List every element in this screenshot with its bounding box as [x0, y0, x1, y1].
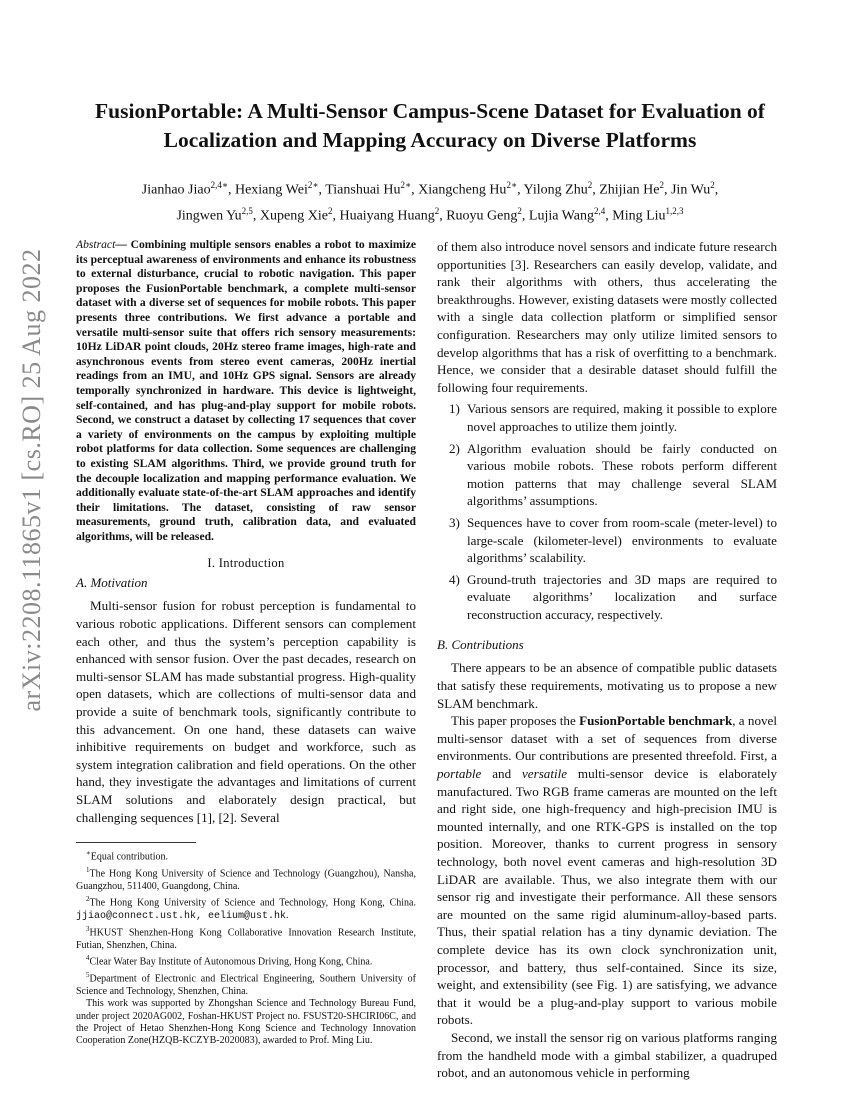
- motivation-paragraph: Multi-sensor fusion for robust perception is fundamental to various robotic applications. Different sensors can complement each other, and thus the system’s perception capability is enhanced with sensor fusion. Over the past decades, research on multi-sensor SLAM has made substantial progress. High-quality open datasets, which are collections of multi-sensor data and provide a suite of benchmark tools, significantly contribute to this advancement. On one hand, these datasets can waive inhibitive requirements on budget and workforce, such as system integration calibration and field operations. On the other hand, they investigate the advantages and limitations of current SLAM solutions and elaborately design practical, but challenging sequences [1], [2]. Several: [76, 598, 416, 825]
- author-separator: ,: [714, 182, 719, 198]
- author-separator: ,: [227, 182, 235, 198]
- footnote-text: The Hong Kong University of Science and Technology (Guangzhou), Nansha, Guangzhou, 511400, Guangdong, China.: [76, 868, 416, 892]
- footnote-affil-1: [76, 864, 416, 893]
- footnote-affil-2: [76, 893, 416, 923]
- footnote-funding: This work was supported by Zhongshan Science and Technology Bureau Fund, under project 2020AG002, Foshan-HKUST Project no. FSUST20-SHCIRI06C, and the Project of Hetao Shenzhen-Hong Kong Science and Technology Innovation Cooperation Zone(HZQB-KCZYB-2020083), awarded to Prof. Ming Liu.: [76, 998, 416, 1047]
- requirement-text: Various sensors are required, making it possible to explore novel approaches to utilize them jointly.: [467, 401, 777, 434]
- author-name: Lujia Wang: [528, 208, 594, 224]
- requirement-text: Ground-truth trajectories and 3D maps are required to evaluate algorithms’ localization and surface reconstruction accuracy, respectively.: [467, 571, 777, 622]
- motivation-paragraph-continued: of them also introduce novel sensors and indicate future research opportunities [3]. Researchers can easily develop, validate, and rank their algorithms with others, thus accelerating the breakthroughs. However, existing datasets were mostly collected with a single data collection platform or simplified sensor configuration. Researchers may only utilize limited sensors to develop algorithms that has a risk of overfitting to a benchmark. Hence, we consider that a desirable dataset should fulfill the following four requirements.: [437, 239, 777, 395]
- author-separator: ,: [592, 182, 600, 198]
- author-separator: ,: [521, 208, 529, 224]
- footnote-text: .: [286, 909, 289, 921]
- contributions-paragraph-2: [437, 712, 777, 1029]
- footnote-mark: 1: [86, 865, 90, 874]
- author-affiliation-mark: 2: [517, 205, 522, 216]
- author-separator: ,: [411, 182, 419, 198]
- requirement-item: [437, 400, 777, 435]
- section-heading-introduction: I. Introduction: [207, 556, 285, 571]
- requirement-item: [437, 571, 777, 624]
- footnote-affil-4: [76, 952, 416, 969]
- abstract-label: Abstract: [76, 238, 116, 251]
- requirement-item: [437, 440, 777, 510]
- author-separator: ,: [318, 182, 326, 198]
- footnote-text: The Hong Kong University of Science and Technology, Hong Kong, China.: [89, 897, 416, 909]
- author-affiliation-mark: 2: [434, 205, 440, 216]
- requirement-text: Sequences have to cover from room-scale (meter-level) to large-scale (kilometer-level) environments to evaluate algorithms’ scalability.: [467, 514, 777, 566]
- arxiv-stamp: [10, 0, 54, 1100]
- requirement-number: 1): [449, 401, 460, 417]
- author-name: Huaiyang Huang: [339, 208, 435, 224]
- subsection-heading-motivation: A. Motivation: [76, 575, 148, 591]
- author-name: Ruoyu Geng: [446, 208, 518, 224]
- contributions-paragraph-1: There appears to be an absence of compatible public datasets that satisfy these requirements, motivating us to propose a new SLAM benchmark.: [437, 660, 777, 711]
- left-column: [76, 238, 416, 1048]
- author-name: Tianshuai Hu: [325, 182, 401, 198]
- footnote-text: Equal contribution.: [90, 851, 168, 863]
- abstract: [76, 238, 416, 544]
- author-name: Yilong Zhu: [523, 182, 588, 198]
- author-name: Jianhao Jiao: [141, 182, 211, 198]
- author-affiliation-mark: 2,4∗: [210, 180, 228, 190]
- footnote-affil-5: [76, 969, 416, 998]
- author-affiliation-mark: 2: [659, 180, 664, 190]
- author-affiliation-mark: 2∗: [400, 180, 412, 190]
- subsection-heading-contributions: B. Contributions: [437, 637, 524, 653]
- footnote-affil-3: [76, 923, 416, 952]
- footnote-text: HKUST Shenzhen-Hong Kong Collaborative Innovation Research Institute, Futian, Shenzhen, China.: [76, 927, 416, 951]
- paper-title: FusionPortable: A Multi-Sensor Campus-Scene Dataset for Evaluation of Localization and Mapping Accuracy on Diverse Platforms: [95, 99, 765, 152]
- requirement-text: Algorithm evaluation should be fairly conducted on various mobile robots. These robots perform different motion patterns that may challenge several SLAM algorithms’ assumptions.: [467, 440, 777, 509]
- text-run: This paper proposes the: [451, 713, 580, 729]
- author-separator: ,: [252, 208, 260, 224]
- author-affiliation-mark: 2: [587, 180, 593, 190]
- requirement-item: [437, 514, 777, 567]
- author-separator: ,: [605, 208, 613, 224]
- requirement-number: 3): [449, 514, 460, 530]
- text-run: multi-sensor device is elaborately manufactured. Two RGB frame cameras are mounted on the left and right side, one high-frequency and high-precision IMU is mounted internally, and one RTK-GPS is installed on the top position. Moreover, thanks to current progress in sensory technology, both novel event cameras and high-resolution 3D LiDAR are available. Thus, we also integrate them with our sensor rig and investigate their performance. All these sensors are mounted on the same rigid aluminum-alloy-based parts. Thus, their spatial relation has a tiny dynamic deviation. The complete device has its own clock synchronization unit, processor, and battery, thus self-contained. Since its size, weight, and extensibility (see Fig. 1) are satisfying, we advance that it would be a plug-and-play support to various mobile robots.: [437, 766, 777, 1028]
- author-name: Jin Wu: [670, 182, 711, 198]
- emphasis-versatile: versatile: [521, 766, 568, 782]
- emphasis-portable: portable: [437, 766, 482, 782]
- abstract-text: Combining multiple sensors enables a robot to maximize its perceptual awareness of environments and enhance its robustness to external disturbance, crucial to robotic navigation. This paper proposes the FusionPortable benchmark, a complete multi-sensor dataset with a diverse set of sequences for mobile robots. This paper presents three contributions. We first advance a portable and versatile multi-sensor suite that offers rich sensory measurements: 10Hz LiDAR point clouds, 20Hz stereo frame images, high-rate and asynchronous events from stereo event cameras, 200Hz inertial readings from an IMU, and 10Hz GPS signal. Sensors are already temporally synchronized in hardware. This device is lightweight, self-contained, and has plug-and-play support for mobile robots. Second, we construct a dataset by collecting 17 sequences that cover a variety of environments on the campus by exploiting multiple robot platforms for data collection. Some sequences are challenging to existing SLAM algorithms. Third, we provide ground truth for the decouple localization and mapping performance evaluation. We additionally evaluate state-of-the-art SLAM approaches and identify their limitations. The dataset, consisting of raw sensor measurements, ground truth, calibration data, and evaluated algorithms, will be released.: [76, 238, 416, 543]
- footnote-mark: 3: [86, 925, 90, 934]
- author-name: Hexiang Wei: [234, 182, 308, 198]
- author-name: Xiangcheng Hu: [418, 182, 507, 198]
- author-name: Zhijian He: [599, 182, 660, 198]
- text-run: and: [481, 766, 522, 782]
- arxiv-stamp-text: arXiv:2208.11865v1 [cs.RO] 25 Aug 2022: [17, 248, 46, 712]
- author-affiliation-mark: 2∗: [307, 180, 319, 190]
- author-separator: ,: [332, 208, 340, 224]
- author-separator: ,: [439, 208, 447, 224]
- requirement-number: 2): [449, 440, 460, 456]
- author-affiliation-mark: 2,5: [241, 205, 253, 216]
- requirement-number: 4): [449, 571, 460, 587]
- author-affiliation-mark: 2: [710, 180, 715, 190]
- author-separator: ,: [663, 182, 671, 198]
- right-column: [437, 238, 777, 1082]
- footnote-equal: [76, 847, 416, 864]
- author-affiliation-mark: 2∗: [506, 180, 518, 190]
- footnote-email: jjiao@connect.ust.hk, eelium@ust.hk: [76, 910, 287, 922]
- benchmark-name: FusionPortable benchmark: [579, 713, 733, 729]
- contributions-paragraph-3: Second, we install the sensor rig on various platforms ranging from the handheld mode with a gimbal stabilizer, a quadruped robot, and an autonomous vehicle in performing: [437, 1029, 777, 1081]
- author-affiliation-mark: 1,2,3: [665, 205, 684, 216]
- abstract-dash: —: [115, 238, 131, 251]
- author-list: [80, 175, 780, 226]
- author-name: Xupeng Xie: [259, 208, 328, 224]
- footnote-mark: ∗: [86, 849, 91, 858]
- author-name: Ming Liu: [612, 208, 666, 224]
- requirements-list: [437, 400, 777, 623]
- footnote-mark: 5: [86, 971, 90, 980]
- footnote-mark: 2: [86, 895, 90, 904]
- author-line-1: [80, 175, 780, 201]
- author-name: Jingwen Yu: [176, 208, 242, 224]
- author-separator: ,: [517, 182, 524, 198]
- footnote-mark: 4: [86, 954, 90, 963]
- author-line-2: [80, 201, 780, 227]
- author-affiliation-mark: 2,4: [594, 205, 606, 216]
- footnote-text: Department of Electronic and Electrical Engineering, Southern University of Science and Technology, Shenzhen, China.: [76, 973, 416, 997]
- footnote-rule: [76, 842, 196, 843]
- author-affiliation-mark: 2: [327, 205, 333, 216]
- footnote-text: Clear Water Bay Institute of Autonomous Driving, Hong Kong, China.: [89, 956, 373, 968]
- text-run: , a novel multi-sensor dataset with a set of sequences from diverse environments. Our contributions are presented threefold. First, a: [437, 713, 777, 764]
